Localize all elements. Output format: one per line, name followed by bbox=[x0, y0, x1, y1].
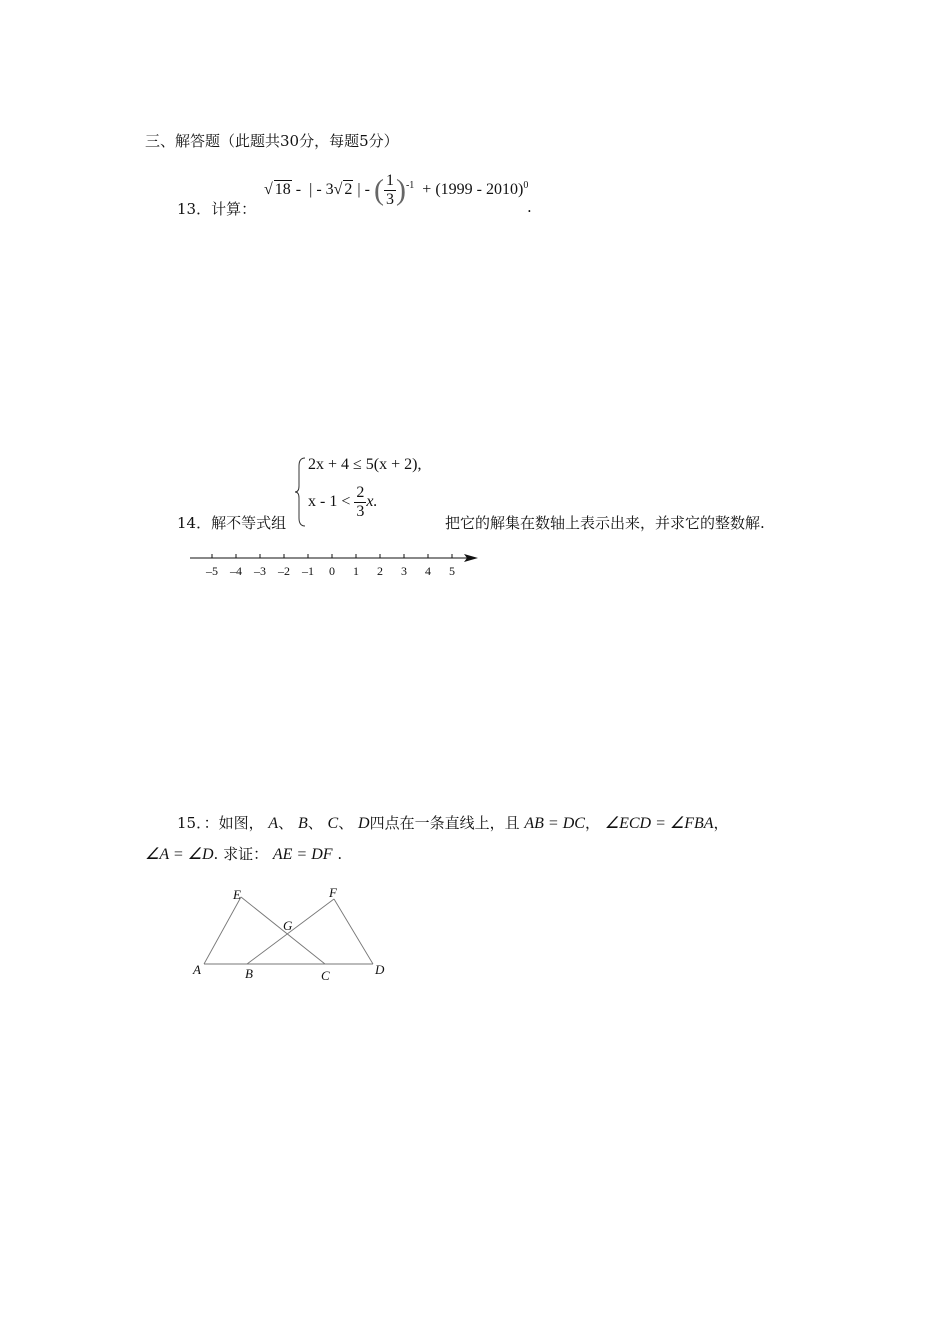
tick-marks bbox=[212, 554, 452, 558]
tick-label: 4 bbox=[425, 564, 431, 578]
system-brace bbox=[294, 456, 308, 528]
q13-expression bbox=[264, 172, 528, 209]
q15-line-1 bbox=[177, 812, 729, 833]
fraction-two-thirds bbox=[354, 484, 366, 521]
condition-angle-a-d: ∠A = ∠D bbox=[145, 846, 214, 863]
prove-text: . 求证： bbox=[213, 845, 269, 863]
paren-left: ( bbox=[373, 173, 384, 207]
number-line bbox=[188, 548, 488, 582]
point-c-label: C bbox=[327, 815, 339, 832]
frac-num: 1 bbox=[385, 172, 394, 189]
tick-label: –5 bbox=[206, 564, 218, 578]
q14-instruction: 把它的解集在数轴上表示出来，并求它的整数解. bbox=[445, 514, 765, 532]
inequality-2-left: x - 1 < bbox=[308, 493, 351, 511]
comma: ， bbox=[713, 814, 729, 832]
label-b: B bbox=[245, 966, 253, 981]
abs-close: | bbox=[357, 181, 361, 199]
exponent-zero: 0 bbox=[523, 179, 529, 191]
year-difference: (1999 - 2010) bbox=[435, 181, 524, 199]
label-f: F bbox=[329, 885, 337, 900]
figure-lines bbox=[185, 880, 405, 990]
plus-sign: + bbox=[422, 181, 432, 199]
tick-label: 1 bbox=[353, 564, 359, 578]
q13-number: 13．计算： bbox=[177, 200, 257, 218]
section-heading: 三、解答题（此题共30分，每题5分） bbox=[145, 132, 399, 150]
line-fd bbox=[334, 899, 373, 964]
q15-prefix: 15．：如图， bbox=[177, 814, 264, 832]
sqrt-arg: 18 bbox=[274, 181, 291, 199]
frac2-den: 3 bbox=[356, 503, 365, 520]
condition-angle-ecd-fba: ∠ECD = ∠FBA bbox=[604, 815, 714, 832]
tick-label: –3 bbox=[254, 564, 266, 578]
tick-label: –4 bbox=[230, 564, 242, 578]
inequality-2-right: x. bbox=[366, 493, 378, 511]
paren-right: ) bbox=[395, 173, 406, 207]
q15-period: . bbox=[337, 845, 343, 863]
q14-number: 14．解不等式组 bbox=[177, 514, 287, 532]
inequality-2 bbox=[308, 484, 377, 521]
sqrt-symbol-2: √ bbox=[333, 181, 343, 199]
sep: 、 bbox=[278, 814, 294, 832]
tick-label: –2 bbox=[278, 564, 290, 578]
label-e: E bbox=[233, 887, 241, 902]
point-d-label: D bbox=[358, 815, 370, 832]
fraction-one-third bbox=[384, 172, 396, 209]
sqrt-symbol: √ bbox=[264, 181, 273, 199]
label-a: A bbox=[193, 962, 201, 977]
frac-den: 3 bbox=[385, 191, 394, 208]
tick-label: 5 bbox=[449, 564, 455, 578]
inequality-1-text: 2x + 4 ≤ 5(x + 2), bbox=[308, 456, 422, 473]
label-c: C bbox=[321, 968, 330, 983]
tick-label: 0 bbox=[329, 564, 335, 578]
abs-open: | bbox=[309, 181, 313, 199]
line-ae bbox=[204, 897, 241, 964]
sep: 、 bbox=[338, 814, 354, 832]
frac2-num: 2 bbox=[356, 484, 365, 501]
goal-ae-df: AE = DF bbox=[272, 846, 333, 863]
minus-sign-2: - bbox=[364, 181, 370, 199]
sep: 、 bbox=[307, 814, 323, 832]
point-b-label: B bbox=[297, 815, 308, 832]
label-d: D bbox=[375, 962, 385, 977]
label-g: G bbox=[283, 918, 293, 933]
inequality-1 bbox=[308, 456, 421, 474]
abs-sqrt-arg: 2 bbox=[344, 181, 353, 199]
comma: ， bbox=[584, 814, 600, 832]
q15-mid-text: 四点在一条直线上，且 bbox=[369, 814, 520, 832]
point-a-label: A bbox=[268, 815, 279, 832]
geometry-figure bbox=[185, 880, 405, 990]
exponent-neg-one: -1 bbox=[405, 179, 415, 191]
tick-label: –1 bbox=[302, 564, 314, 578]
q15-line-2 bbox=[145, 843, 342, 864]
tick-labels bbox=[188, 564, 488, 580]
tick-label: 2 bbox=[377, 564, 383, 578]
condition-ab-dc: AB = DC bbox=[524, 815, 585, 832]
number-line-axis bbox=[188, 548, 488, 564]
tick-label: 3 bbox=[401, 564, 407, 578]
q13-period: . bbox=[527, 198, 532, 216]
abs-inner-sign: - bbox=[316, 181, 322, 199]
minus-sign: - bbox=[295, 181, 302, 199]
abs-coeff: 3 bbox=[325, 181, 334, 199]
